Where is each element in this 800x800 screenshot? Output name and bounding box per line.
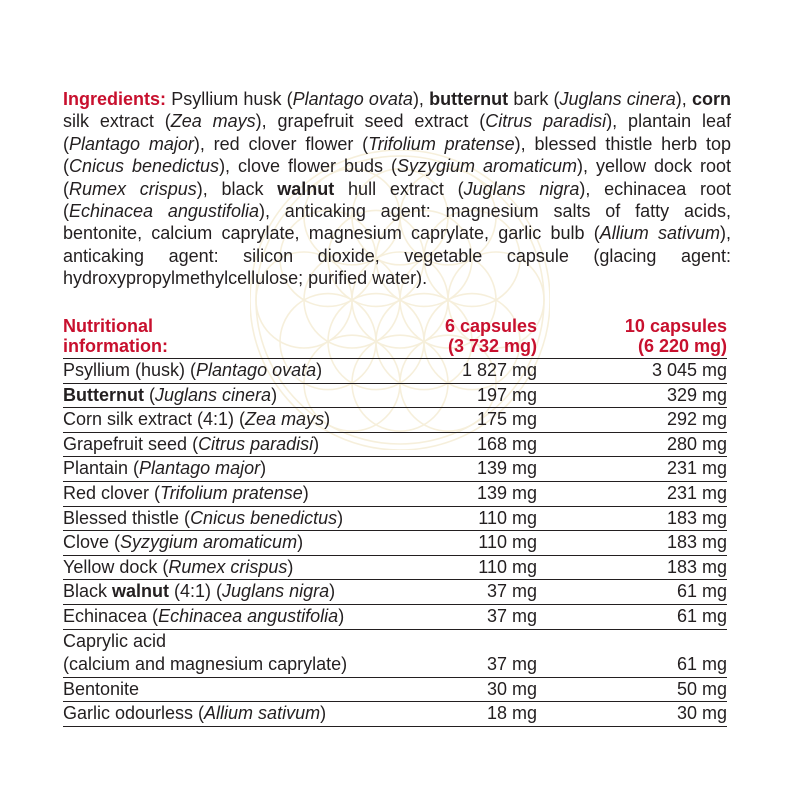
ingredients-text-run: bark (: [508, 89, 560, 109]
ingredient-name-run: Plantago major: [139, 458, 261, 479]
ingredients-text-run: Juglans nigra: [463, 178, 580, 199]
ingredient-name: [63, 630, 347, 677]
ingredient-name: [63, 457, 347, 481]
ingredient-name: [63, 678, 347, 702]
amount-6-capsules: 18 mg: [486, 703, 537, 724]
ingredients-text-run: Juglans cinera: [559, 89, 676, 109]
ingredient-name-run: ): [324, 409, 331, 430]
ingredients-text-run: Plantago ovata: [292, 89, 413, 109]
nutrition-header-title-line2: information:: [63, 336, 168, 356]
ingredients-text-run: Citrus paradisi: [485, 111, 607, 132]
ingredient-name-run: ): [313, 433, 320, 454]
ingredient-name: [63, 408, 347, 432]
ingredients-text-run: ), yellow dock root (: [63, 156, 732, 199]
ingredient-name: [63, 384, 347, 408]
ingredient-name-run: Syzygium aromaticum: [120, 532, 298, 553]
ingredient-name-run: Yellow dock (: [63, 556, 169, 577]
ingredient-name-run: ): [316, 360, 323, 380]
amount-6-capsules: 37 mg: [486, 654, 537, 675]
amount-6-capsules: 168 mg: [476, 433, 537, 454]
table-row: [63, 702, 727, 727]
ingredient-name-run: ): [337, 507, 344, 528]
ingredient-name-run: Zea mays: [245, 409, 325, 430]
amount-6-capsules: 139 mg: [476, 482, 537, 503]
ingredient-name-run: Plantago ovata: [196, 360, 317, 380]
amount-6-capsules: 110 mg: [478, 556, 537, 577]
amount-6-capsules: 37 mg: [486, 605, 537, 626]
nutrition-header-title: [63, 316, 347, 358]
ingredient-name-run: Juglans nigra: [222, 581, 330, 602]
table-row: [63, 556, 727, 581]
ingredient-name-run: Butternut: [63, 384, 144, 405]
nutrition-table: [63, 316, 727, 727]
ingredient-name-run: walnut: [112, 581, 170, 602]
amount-10-capsules: 231 mg: [666, 482, 727, 503]
nutrition-header-title-line1: Nutritional: [63, 316, 153, 336]
ingredient-name-run: Clove (: [63, 532, 121, 553]
table-row: [63, 384, 727, 409]
ingredient-name-run: (calcium and magnesium caprylate): [63, 654, 348, 675]
ingredient-name-run: Psyllium (husk) (: [63, 360, 197, 380]
table-row: [63, 408, 727, 433]
ingredients-text-run: butternut: [429, 89, 509, 109]
ingredient-name-run: Juglans cinera: [154, 384, 272, 405]
ingredient-name: [63, 580, 347, 604]
table-row: [63, 359, 727, 384]
amount-10-capsules: 61 mg: [676, 605, 727, 626]
ingredients-text-run: Echinacea angustifolia: [69, 201, 259, 222]
amount-6-capsules: 110 mg: [478, 532, 537, 553]
ingredient-name: [63, 531, 347, 555]
column-header-10-line1: 10 capsules: [624, 316, 727, 336]
ingredients-text-run: Plantago major: [69, 133, 194, 154]
column-header-10-capsules: [537, 316, 727, 358]
ingredient-name-run: Bentonite: [63, 678, 140, 699]
ingredients-text-run: ), grapefruit seed extract (: [255, 111, 486, 132]
amount-6-capsules: 1 827 mg: [461, 360, 537, 380]
ingredients-text: [63, 89, 731, 288]
ingredient-name-run: ): [260, 458, 267, 479]
amount-10-capsules: 30 mg: [676, 703, 727, 724]
table-row: [63, 580, 727, 605]
table-row: [63, 630, 727, 678]
table-row: [63, 678, 727, 703]
ingredients-text-run: ), black: [196, 178, 278, 199]
nutrition-rows: [63, 359, 727, 727]
ingredient-name: [63, 702, 347, 726]
amount-6-capsules: 175 mg: [476, 409, 537, 430]
ingredient-name-run: ): [338, 605, 345, 626]
ingredients-text-run: silk extract (: [63, 111, 171, 132]
ingredients-text-run: Syzygium aromaticum: [397, 156, 578, 177]
amount-6-capsules: 37 mg: [486, 581, 537, 602]
ingredients-text-run: ),: [412, 89, 430, 109]
ingredient-name-run: ): [320, 703, 327, 724]
ingredients-text-run: Zea mays: [170, 111, 256, 132]
column-header-6-line1: 6 capsules: [444, 316, 537, 336]
ingredients-label: Ingredients:: [63, 89, 167, 109]
amount-6-capsules: 30 mg: [486, 678, 537, 699]
ingredients-text-run: Allium sativum: [599, 223, 720, 244]
table-row: [63, 457, 727, 482]
table-row: [63, 605, 727, 630]
ingredients-text-run: ),: [675, 89, 692, 109]
amount-10-capsules: 183 mg: [666, 532, 727, 553]
ingredient-name-run: Plantain (: [63, 458, 140, 479]
ingredients-text-run: ), clove flower buds (: [219, 156, 398, 177]
amount-10-capsules: 183 mg: [666, 507, 727, 528]
amount-10-capsules: 329 mg: [666, 384, 727, 405]
ingredient-name-run: Citrus paradisi: [198, 433, 314, 454]
ingredients-text-run: Rumex crispus: [69, 178, 197, 199]
ingredient-name-run: Black: [63, 581, 113, 602]
ingredient-name-run: (4:1) (: [169, 581, 223, 602]
amount-6-capsules: 139 mg: [476, 458, 537, 479]
ingredient-name: [63, 556, 347, 580]
amount-10-capsules: 61 mg: [676, 654, 727, 675]
amount-10-capsules: 61 mg: [676, 581, 727, 602]
ingredient-name-run: Corn silk extract (4:1) (: [63, 409, 246, 430]
ingredients-text-run: ), echinacea root (: [63, 178, 731, 222]
ingredient-name-run: Grapefruit seed (: [63, 433, 199, 454]
ingredient-name-run: Garlic odourless (: [63, 703, 205, 724]
ingredients-text-run: Trifolium pratense: [368, 133, 515, 154]
ingredient-name-run: Echinacea (: [63, 605, 159, 626]
ingredient-name-run: ): [302, 482, 309, 503]
ingredient-name-run: Caprylic acid: [63, 630, 167, 651]
ingredients-text-run: Cnicus benedictus: [69, 156, 220, 177]
ingredient-name-run: Blessed thistle (: [63, 507, 191, 528]
ingredients-text-run: hull extract (: [334, 178, 464, 199]
amount-10-capsules: 3 045 mg: [651, 360, 727, 380]
table-row: [63, 433, 727, 458]
ingredients-text-run: ), anticaking agent: silicon dioxide, vegetable capsule (glacing agent: hydroxypropylmethylcellulose; purified water).: [63, 223, 731, 289]
ingredients-text-run: ), red clover flower (: [193, 133, 369, 154]
table-row: [63, 531, 727, 556]
ingredient-name: [63, 433, 347, 457]
amount-10-capsules: 50 mg: [676, 678, 727, 699]
amount-6-capsules: 197 mg: [476, 384, 537, 405]
ingredient-name-run: Allium sativum: [204, 703, 321, 724]
ingredient-name: [63, 605, 347, 629]
ingredient-name-run: Red clover (: [63, 482, 161, 503]
ingredient-name-run: Rumex crispus: [168, 556, 288, 577]
column-header-6-capsules: [347, 316, 537, 358]
ingredient-name: [63, 359, 347, 383]
amount-10-capsules: 183 mg: [666, 556, 727, 577]
ingredient-name-run: ): [287, 556, 294, 577]
ingredient-name-run: (: [143, 384, 155, 405]
ingredient-name-run: Cnicus benedictus: [190, 507, 338, 528]
table-row: [63, 482, 727, 507]
nutrition-header: [63, 316, 727, 359]
ingredients-text-run: walnut: [277, 178, 335, 199]
ingredient-name: [63, 507, 347, 531]
column-header-6-line2: (3 732 mg): [447, 336, 537, 356]
ingredients-text-run: Psyllium husk (: [166, 89, 293, 109]
amount-10-capsules: 231 mg: [666, 458, 727, 479]
ingredients-paragraph: [63, 88, 731, 290]
ingredient-name-run: Echinacea angustifolia: [158, 605, 339, 626]
ingredient-name: [63, 482, 347, 506]
ingredient-name-run: ): [297, 532, 304, 553]
ingredients-text-run: ), plantain leaf (: [63, 111, 732, 154]
amount-10-capsules: 280 mg: [666, 433, 727, 454]
ingredient-name-run: ): [271, 384, 278, 405]
ingredient-name-run: Trifolium pratense: [160, 482, 303, 503]
ingredients-text-run: ), anticaking agent: magnesium salts of fatty acids, bentonite, calcium caprylate, magnesium caprylate, garlic bulb (: [63, 201, 732, 244]
amount-10-capsules: 292 mg: [666, 409, 727, 430]
ingredients-text-run: ), blessed thistle herb top (: [63, 133, 731, 177]
ingredients-text-run: corn: [692, 89, 732, 109]
amount-6-capsules: 110 mg: [478, 507, 537, 528]
table-row: [63, 507, 727, 532]
column-header-10-line2: (6 220 mg): [637, 336, 727, 356]
ingredient-name-run: ): [329, 581, 336, 602]
